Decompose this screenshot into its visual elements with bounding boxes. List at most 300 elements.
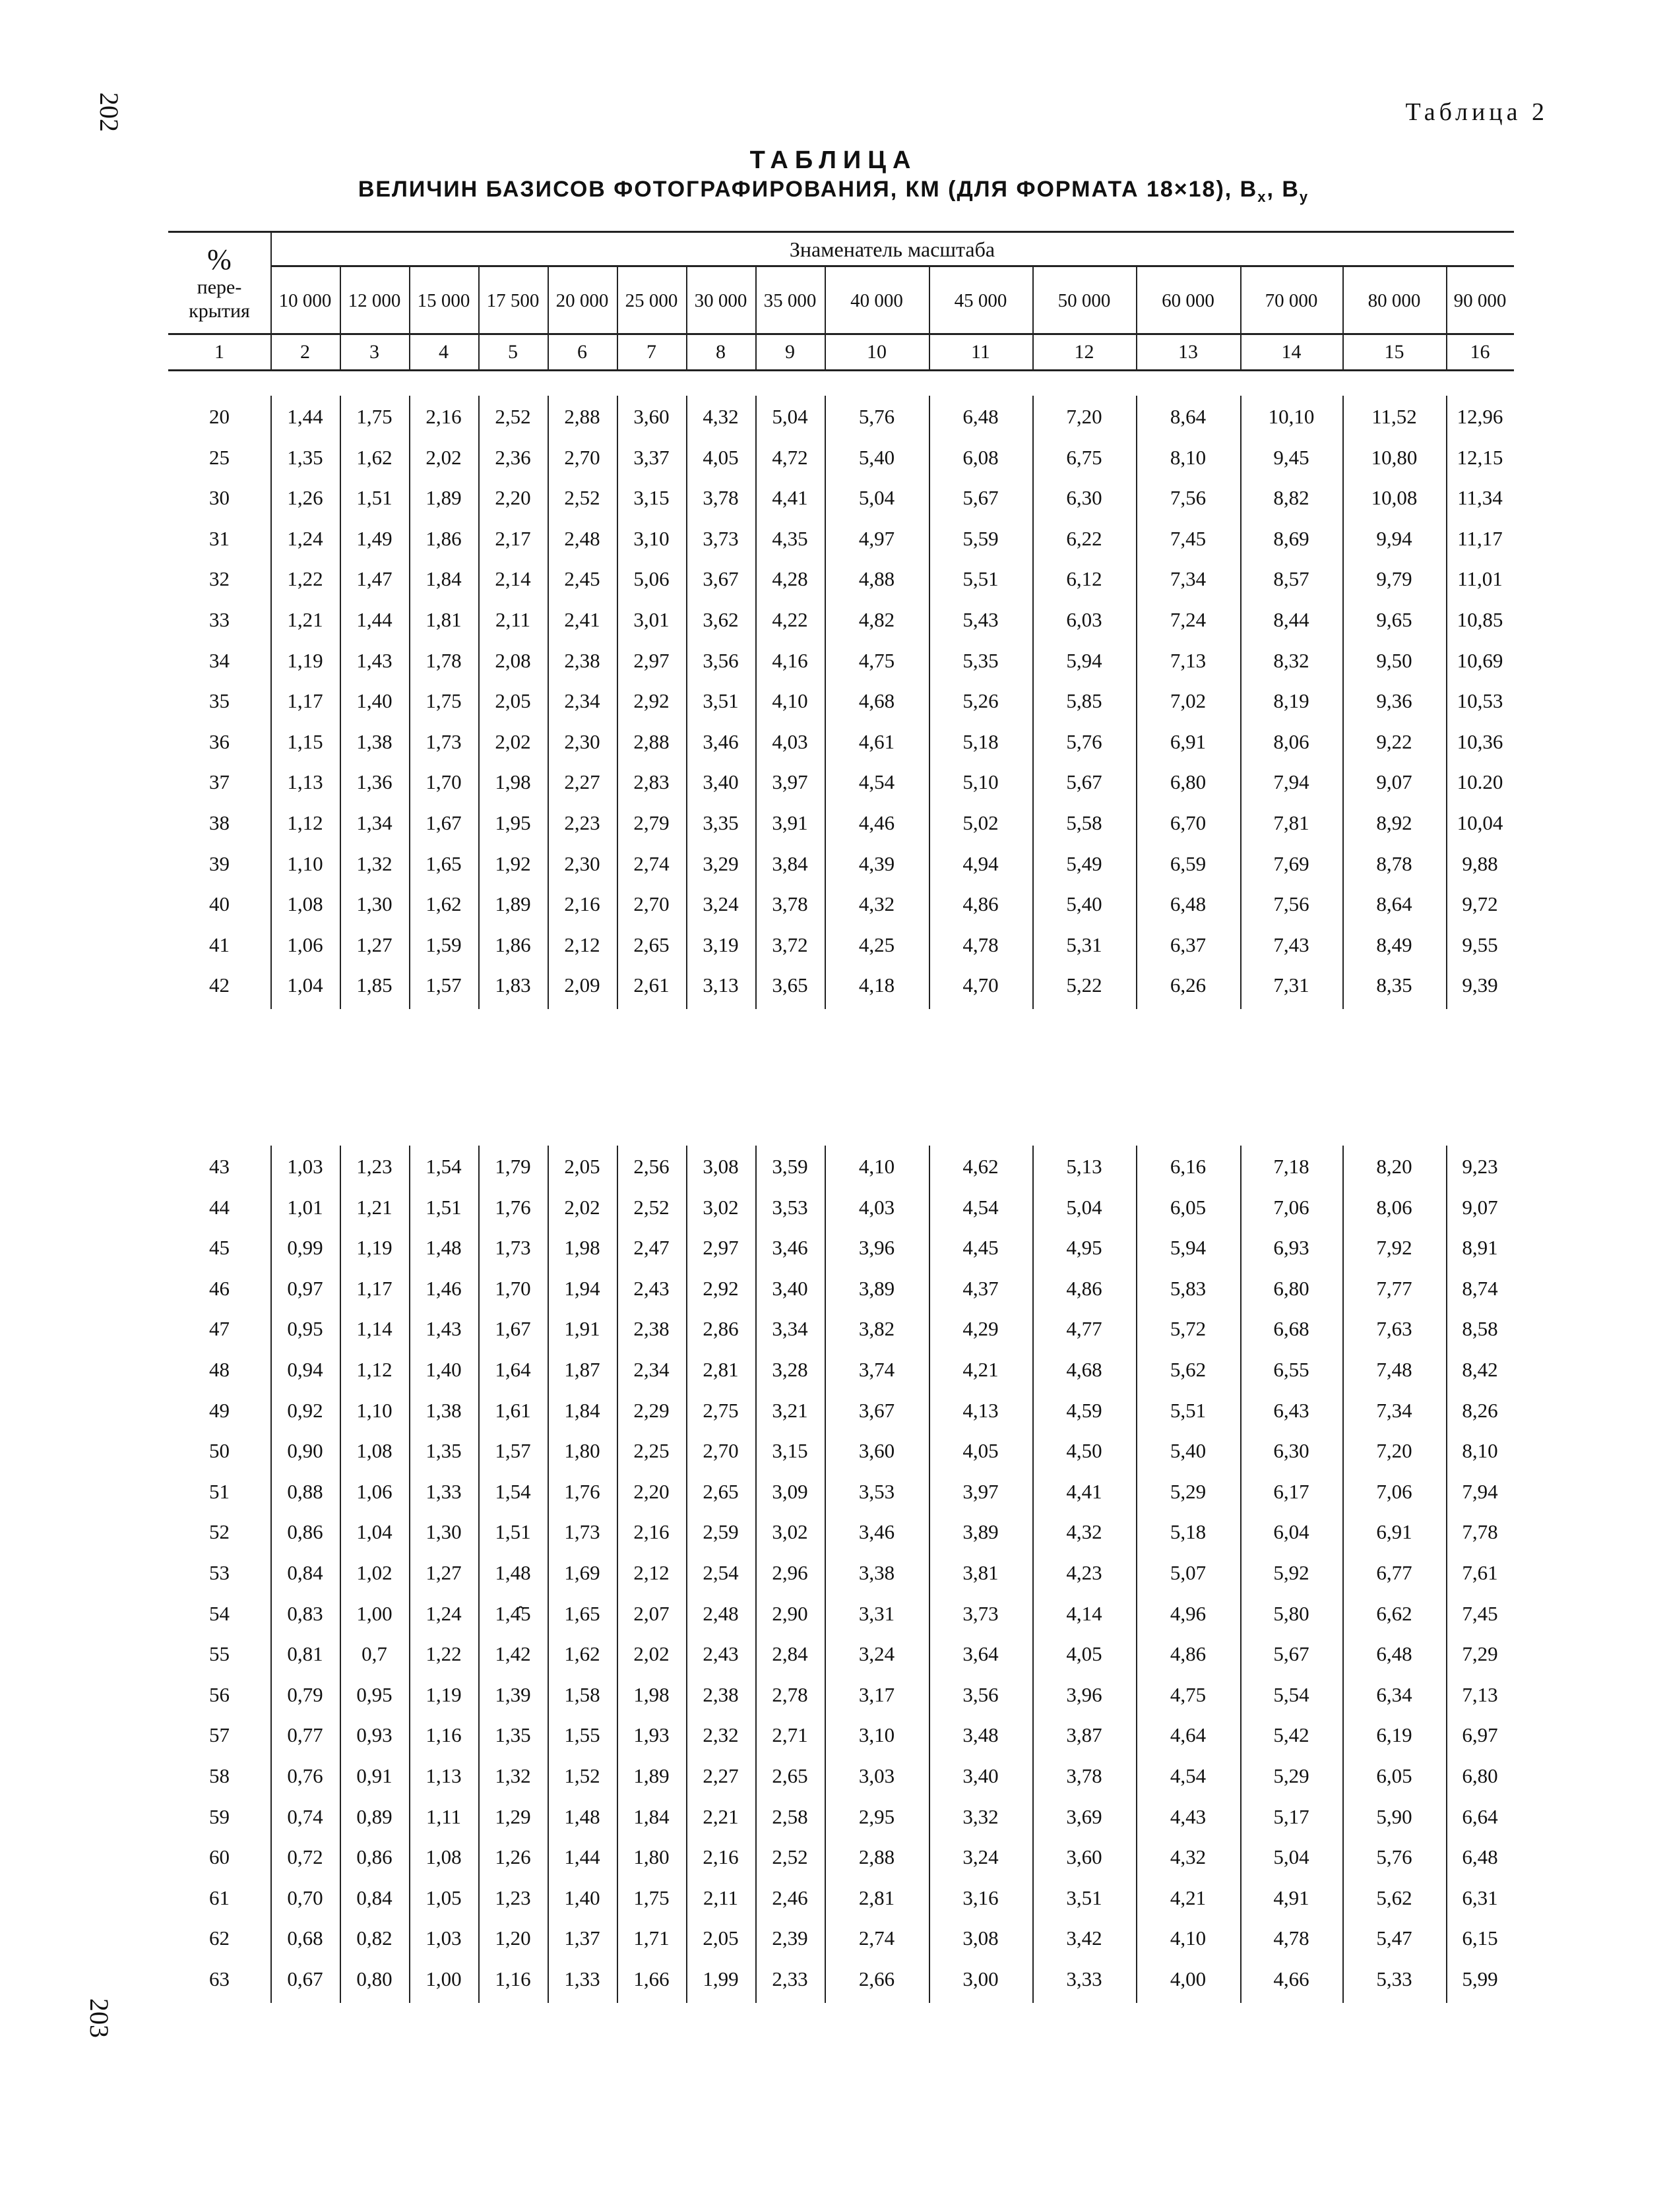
page-number-top: 202 [94,92,124,132]
base-value: 2,16 [703,1845,739,1869]
base-value: 1,80 [564,1439,600,1463]
base-value: 5,04 [772,405,808,428]
base-value: 2,81 [703,1358,739,1381]
base-value: 3,02 [703,1195,739,1219]
overlap-value: 51 [209,1479,230,1503]
base-value: 1,30 [356,892,393,916]
base-value: 9,79 [1376,567,1412,591]
base-value: 5,04 [858,486,895,510]
base-value: 3,35 [703,811,739,834]
base-value: 8,06 [1273,729,1309,753]
base-value: 1,73 [495,1236,531,1260]
base-value: 2,16 [564,892,600,916]
base-value: 1,64 [495,1358,531,1381]
overlap-value: 58 [209,1764,230,1787]
base-value: 9,36 [1376,689,1412,713]
base-value: 4,64 [1170,1723,1207,1747]
base-value: 8,91 [1462,1236,1498,1260]
base-value: 1,08 [425,1845,462,1869]
base-value: 1,10 [356,1398,393,1422]
base-value: 1,89 [495,892,531,916]
base-value: 2,79 [633,811,670,834]
base-value: 1,11 [425,1804,462,1828]
base-value: 1,21 [287,608,323,631]
base-value: 4,25 [858,933,895,956]
base-value: 1,22 [287,567,323,591]
base-value: 2,52 [772,1845,808,1869]
base-value: 1,4̂5 [495,1601,531,1625]
base-value: 6,77 [1376,1561,1412,1584]
base-value: 2,54 [703,1561,739,1584]
base-value: 0,92 [287,1398,323,1422]
base-value: 1,26 [287,486,323,510]
base-value: 1,73 [425,729,462,753]
base-value: 1,19 [425,1682,462,1706]
base-value: 1,30 [425,1520,462,1544]
base-value: 4,23 [1066,1561,1102,1584]
base-value: 8,92 [1376,811,1412,834]
base-value: 1,55 [564,1723,600,1747]
base-value: 5,76 [1376,1845,1412,1869]
base-value: 2,07 [633,1601,670,1625]
base-value: 1,19 [356,1236,393,1260]
base-value: 3,69 [1066,1804,1102,1828]
base-value: 2,48 [703,1601,739,1625]
base-value: 1,08 [356,1439,393,1463]
base-value: 1,24 [287,526,323,550]
base-value: 7,06 [1273,1195,1309,1219]
base-value: 3,10 [633,526,670,550]
base-value: 6,80 [1462,1764,1498,1787]
base-value: 1,35 [287,445,323,469]
overlap-value: 61 [209,1886,230,1909]
scale-header-11: 50 000 [1057,290,1111,311]
base-value: 10,04 [1457,811,1503,834]
base-value: 5,94 [1170,1236,1207,1260]
base-value: 6,91 [1170,729,1207,753]
scale-header-3: 15 000 [417,290,470,311]
scale-header-4: 17 500 [486,290,540,311]
base-value: 6,80 [1170,770,1207,794]
base-value: 2,95 [858,1804,895,1828]
base-value: 4,54 [962,1195,999,1219]
base-value: 4,37 [962,1276,999,1300]
base-value: 2,21 [703,1804,739,1828]
base-value: 4,88 [858,567,895,591]
overlap-value: 53 [209,1561,230,1584]
base-value: 5,90 [1376,1804,1412,1828]
overlap-value: 48 [209,1358,230,1381]
base-value: 5,13 [1066,1155,1102,1178]
base-value: 6,19 [1376,1723,1412,1747]
base-value: 1,81 [425,608,462,631]
overlap-value: 30 [209,486,230,510]
base-value: 3,24 [703,892,739,916]
base-value: 4,54 [858,770,895,794]
base-value: 4,97 [858,526,895,550]
base-value: 1,79 [495,1155,531,1178]
base-value: 1,13 [425,1764,462,1787]
overlap-value: 39 [209,851,230,875]
base-value: 3,67 [858,1398,895,1422]
column-number: 15 [1384,341,1404,363]
base-value: 3,84 [772,851,808,875]
base-value: 5,72 [1170,1317,1207,1341]
base-value: 1,44 [564,1845,600,1869]
base-value: 7,45 [1170,526,1207,550]
base-value: 5,07 [1170,1561,1207,1584]
base-value: 2,05 [495,689,531,713]
base-value: 3,29 [703,851,739,875]
base-value: 1,54 [425,1155,462,1178]
base-value: 1,65 [425,851,462,875]
base-value: 5,76 [1066,729,1102,753]
base-value: 6,26 [1170,973,1207,997]
base-value: 2,58 [772,1804,808,1828]
base-value: 3,53 [858,1479,895,1503]
base-value: 3,60 [1066,1845,1102,1869]
base-value: 9,50 [1376,648,1412,672]
base-value: 1,47 [356,567,393,591]
base-value: 7,48 [1376,1358,1412,1381]
overlap-value: 25 [209,445,230,469]
base-value: 1,52 [564,1764,600,1787]
base-value: 11,34 [1457,486,1503,510]
base-value: 5,99 [1462,1967,1498,1990]
base-value: 3,89 [858,1276,895,1300]
base-value: 4,75 [858,648,895,672]
base-value: 7,34 [1376,1398,1412,1422]
subscript-x: x [1257,188,1267,205]
base-value: 6,68 [1273,1317,1309,1341]
base-value: 3,00 [962,1967,999,1990]
base-value: 3,51 [703,689,739,713]
base-value: 1,62 [356,445,393,469]
base-value: 3,46 [858,1520,895,1544]
base-value: 3,74 [858,1358,895,1381]
base-value: 2,84 [772,1642,808,1666]
base-value: 2,74 [633,851,670,875]
base-value: 6,05 [1170,1195,1207,1219]
base-value: 5,31 [1066,933,1102,956]
base-value: 4,32 [703,405,739,428]
subtitle-main: ВЕЛИЧИН БАЗИСОВ ФОТОГРАФИРОВАНИЯ, КМ (ДЛЯ ФОРМАТА 18×18), B [358,177,1258,202]
base-value: 1,69 [564,1561,600,1584]
base-value: 5,40 [1066,892,1102,916]
base-value: 5,40 [858,445,895,469]
overlap-value: 32 [209,567,230,591]
base-value: 1,75 [356,405,393,428]
column-number: 3 [369,341,379,363]
base-value: 1,08 [287,892,323,916]
base-value: 6,05 [1376,1764,1412,1787]
base-value: 1,16 [425,1723,462,1747]
base-value: 1,06 [287,933,323,956]
base-value: 1,23 [356,1155,393,1178]
base-value: 3,97 [962,1479,999,1503]
base-value: 6,64 [1462,1804,1498,1828]
base-value: 5,02 [962,811,999,834]
overlap-value: 52 [209,1520,230,1544]
base-value: 3,21 [772,1398,808,1422]
base-value: 4,62 [962,1155,999,1178]
base-value: 2,70 [564,445,600,469]
base-value: 4,05 [1066,1642,1102,1666]
overlap-label-line2: крытия [189,300,250,322]
base-value: 5,54 [1273,1682,1309,1706]
subscript-y: y [1299,188,1309,205]
base-value: 1,85 [356,973,393,997]
base-value: 1,93 [633,1723,670,1747]
base-value: 3,46 [703,729,739,753]
page-number-bottom: 203 [84,1998,114,2038]
base-value: 2,02 [564,1195,600,1219]
base-value: 0,68 [287,1926,323,1950]
base-value: 6,17 [1273,1479,1309,1503]
base-value: 4,10 [858,1155,895,1178]
base-value: 1,17 [287,689,323,713]
base-value: 4,16 [772,648,808,672]
base-value: 4,86 [1066,1276,1102,1300]
base-value: 3,46 [772,1236,808,1260]
base-value: 7,29 [1462,1642,1498,1666]
base-value: 0,86 [287,1520,323,1544]
base-value: 3,17 [858,1682,895,1706]
base-value: 1,00 [425,1967,462,1990]
base-value: 1,83 [495,973,531,997]
base-value: 0,80 [356,1967,393,1990]
base-value: 3,08 [962,1926,999,1950]
base-value: 4,18 [858,973,895,997]
base-value: 1,33 [564,1967,600,1990]
base-value: 0,81 [287,1642,323,1666]
overlap-value: 54 [209,1601,230,1625]
base-value: 3,73 [962,1601,999,1625]
base-value: 11,17 [1457,526,1503,550]
base-value: 3,51 [1066,1886,1102,1909]
overlap-value: 35 [209,689,230,713]
base-value: 8,20 [1376,1155,1412,1178]
base-value: 0,74 [287,1804,323,1828]
base-value: 2,05 [564,1155,600,1178]
base-value: 4,21 [962,1358,999,1381]
base-value: 8,64 [1376,892,1412,916]
overlap-value: 49 [209,1398,230,1422]
base-value: 4,50 [1066,1439,1102,1463]
base-value: 4,14 [1066,1601,1102,1625]
base-value: 8,42 [1462,1358,1498,1381]
base-value: 4,32 [1066,1520,1102,1544]
base-value: 3,24 [962,1845,999,1869]
subtitle-sep: , B [1267,177,1300,202]
base-value: 1,37 [564,1926,600,1950]
base-value: 5,22 [1066,973,1102,997]
base-value: 4,13 [962,1398,999,1422]
base-value: 4,78 [1273,1926,1309,1950]
base-value: 8,57 [1273,567,1309,591]
base-value: 1,71 [633,1926,670,1950]
base-value: 1,33 [425,1479,462,1503]
base-value: 10.20 [1457,770,1503,794]
base-value: 3,53 [772,1195,808,1219]
base-value: 7,69 [1273,851,1309,875]
base-value: 0,84 [287,1561,323,1584]
base-value: 1,75 [633,1886,670,1909]
base-value: 2,52 [633,1195,670,1219]
base-value: 7,20 [1066,405,1102,428]
base-value: 8,32 [1273,648,1309,672]
base-value: 10,85 [1457,608,1503,631]
base-value: 6,62 [1376,1601,1412,1625]
base-value: 4,41 [772,486,808,510]
base-value: 2,70 [703,1439,739,1463]
base-value: 2,20 [495,486,531,510]
base-value: 1,24 [425,1601,462,1625]
base-value: 6,43 [1273,1398,1309,1422]
base-value: 8,10 [1170,445,1207,469]
scale-header-9: 40 000 [850,290,903,311]
base-value: 3,08 [703,1155,739,1178]
base-value: 2,38 [564,648,600,672]
base-value: 1,84 [633,1804,670,1828]
base-value: 1,40 [425,1358,462,1381]
base-value: 1,61 [495,1398,531,1422]
base-value: 0,83 [287,1601,323,1625]
base-value: 2,90 [772,1601,808,1625]
base-value: 2,43 [703,1642,739,1666]
base-value: 8,10 [1462,1439,1498,1463]
base-value: 4,21 [1170,1886,1207,1909]
base-value: 6,30 [1066,486,1102,510]
base-value: 1,84 [425,567,462,591]
base-value: 5,10 [962,770,999,794]
base-value: 2,29 [633,1398,670,1422]
base-value: 7,24 [1170,608,1207,631]
base-value: 0,79 [287,1682,323,1706]
base-value: 3,60 [633,405,670,428]
table-title: ТАБЛИЦА [749,146,918,174]
base-value: 4,32 [858,892,895,916]
base-value: 1,48 [564,1804,600,1828]
base-value: 3,96 [858,1236,895,1260]
base-value: 7,31 [1273,973,1309,997]
base-value: 2,05 [703,1926,739,1950]
base-value: 4,54 [1170,1764,1207,1787]
scale-group-header: Знаменатель масштаба [789,237,995,261]
base-value: 2,11 [495,608,531,631]
base-value: 5,17 [1273,1804,1309,1828]
base-value: 2,88 [858,1845,895,1869]
base-value: 3,33 [1066,1967,1102,1990]
base-value: 1,48 [425,1236,462,1260]
base-value: 3,34 [772,1317,808,1341]
base-value: 5,29 [1170,1479,1207,1503]
base-value: 3,67 [703,567,739,591]
base-value: 1,27 [425,1561,462,1584]
base-value: 1,35 [495,1723,531,1747]
base-value: 1,51 [425,1195,462,1219]
base-value: 1,17 [356,1276,393,1300]
overlap-value: 62 [209,1926,230,1950]
base-value: 1,38 [425,1398,462,1422]
base-value: 2,92 [703,1276,739,1300]
base-value: 2,27 [564,770,600,794]
base-value: 3,16 [962,1886,999,1909]
scale-header-10: 45 000 [954,290,1007,311]
base-value: 4,39 [858,851,895,875]
base-value: 5,76 [858,405,895,428]
base-value: 6,16 [1170,1155,1207,1178]
base-value: 2,12 [633,1561,670,1584]
scale-header-12: 60 000 [1162,290,1214,311]
base-value: 2,23 [564,811,600,834]
base-value: 3,15 [633,486,670,510]
base-value: 5,04 [1273,1845,1309,1869]
overlap-value: 57 [209,1723,230,1747]
overlap-label-line1: пере- [197,276,242,298]
base-value: 5,83 [1170,1276,1207,1300]
column-number: 12 [1074,341,1094,363]
base-value: 3,10 [858,1723,895,1747]
base-value: 4,78 [962,933,999,956]
base-value: 7,06 [1376,1479,1412,1503]
base-value: 3,62 [703,608,739,631]
base-value: 1,26 [495,1845,531,1869]
base-value: 4,96 [1170,1601,1207,1625]
base-value: 4,45 [962,1236,999,1260]
base-value: 2,56 [633,1155,670,1178]
base-value: 2,39 [772,1926,808,1950]
base-value: 5,26 [962,689,999,713]
base-value: 3,96 [1066,1682,1102,1706]
base-value: 4,05 [703,445,739,469]
base-value: 1,12 [287,811,323,834]
base-value: 0,7 [362,1642,387,1666]
base-value: 1,75 [425,689,462,713]
base-value: 2,30 [564,851,600,875]
overlap-header [168,244,270,336]
base-value: 1,03 [425,1926,462,1950]
base-value: 2,09 [564,973,600,997]
base-value: 9,55 [1462,933,1498,956]
base-value: 4,77 [1066,1317,1102,1341]
base-value: 4,86 [1170,1642,1207,1666]
base-value: 2,34 [633,1358,670,1381]
base-value: 6,97 [1462,1723,1498,1747]
base-value: 3,73 [703,526,739,550]
base-value: 4,10 [772,689,808,713]
base-value: 1,39 [495,1682,531,1706]
base-value: 1,40 [356,689,393,713]
scale-header-5: 20 000 [555,290,609,311]
base-value: 8,35 [1376,973,1412,997]
scale-header-1: 10 000 [278,290,332,311]
base-value: 2,16 [633,1520,670,1544]
base-value: 2,12 [564,933,600,956]
base-value: 4,72 [772,445,808,469]
base-value: 1,49 [356,526,393,550]
base-value: 9,94 [1376,526,1412,550]
base-value: 2,11 [703,1886,739,1909]
base-value: 5,47 [1376,1926,1412,1950]
base-value: 1,29 [495,1804,531,1828]
base-value: 6,31 [1462,1886,1498,1909]
scale-header-8: 35 000 [763,290,817,311]
base-value: 5,29 [1273,1764,1309,1787]
overlap-value: 55 [209,1642,230,1666]
base-value: 1,04 [356,1520,393,1544]
base-value: 3,65 [772,973,808,997]
